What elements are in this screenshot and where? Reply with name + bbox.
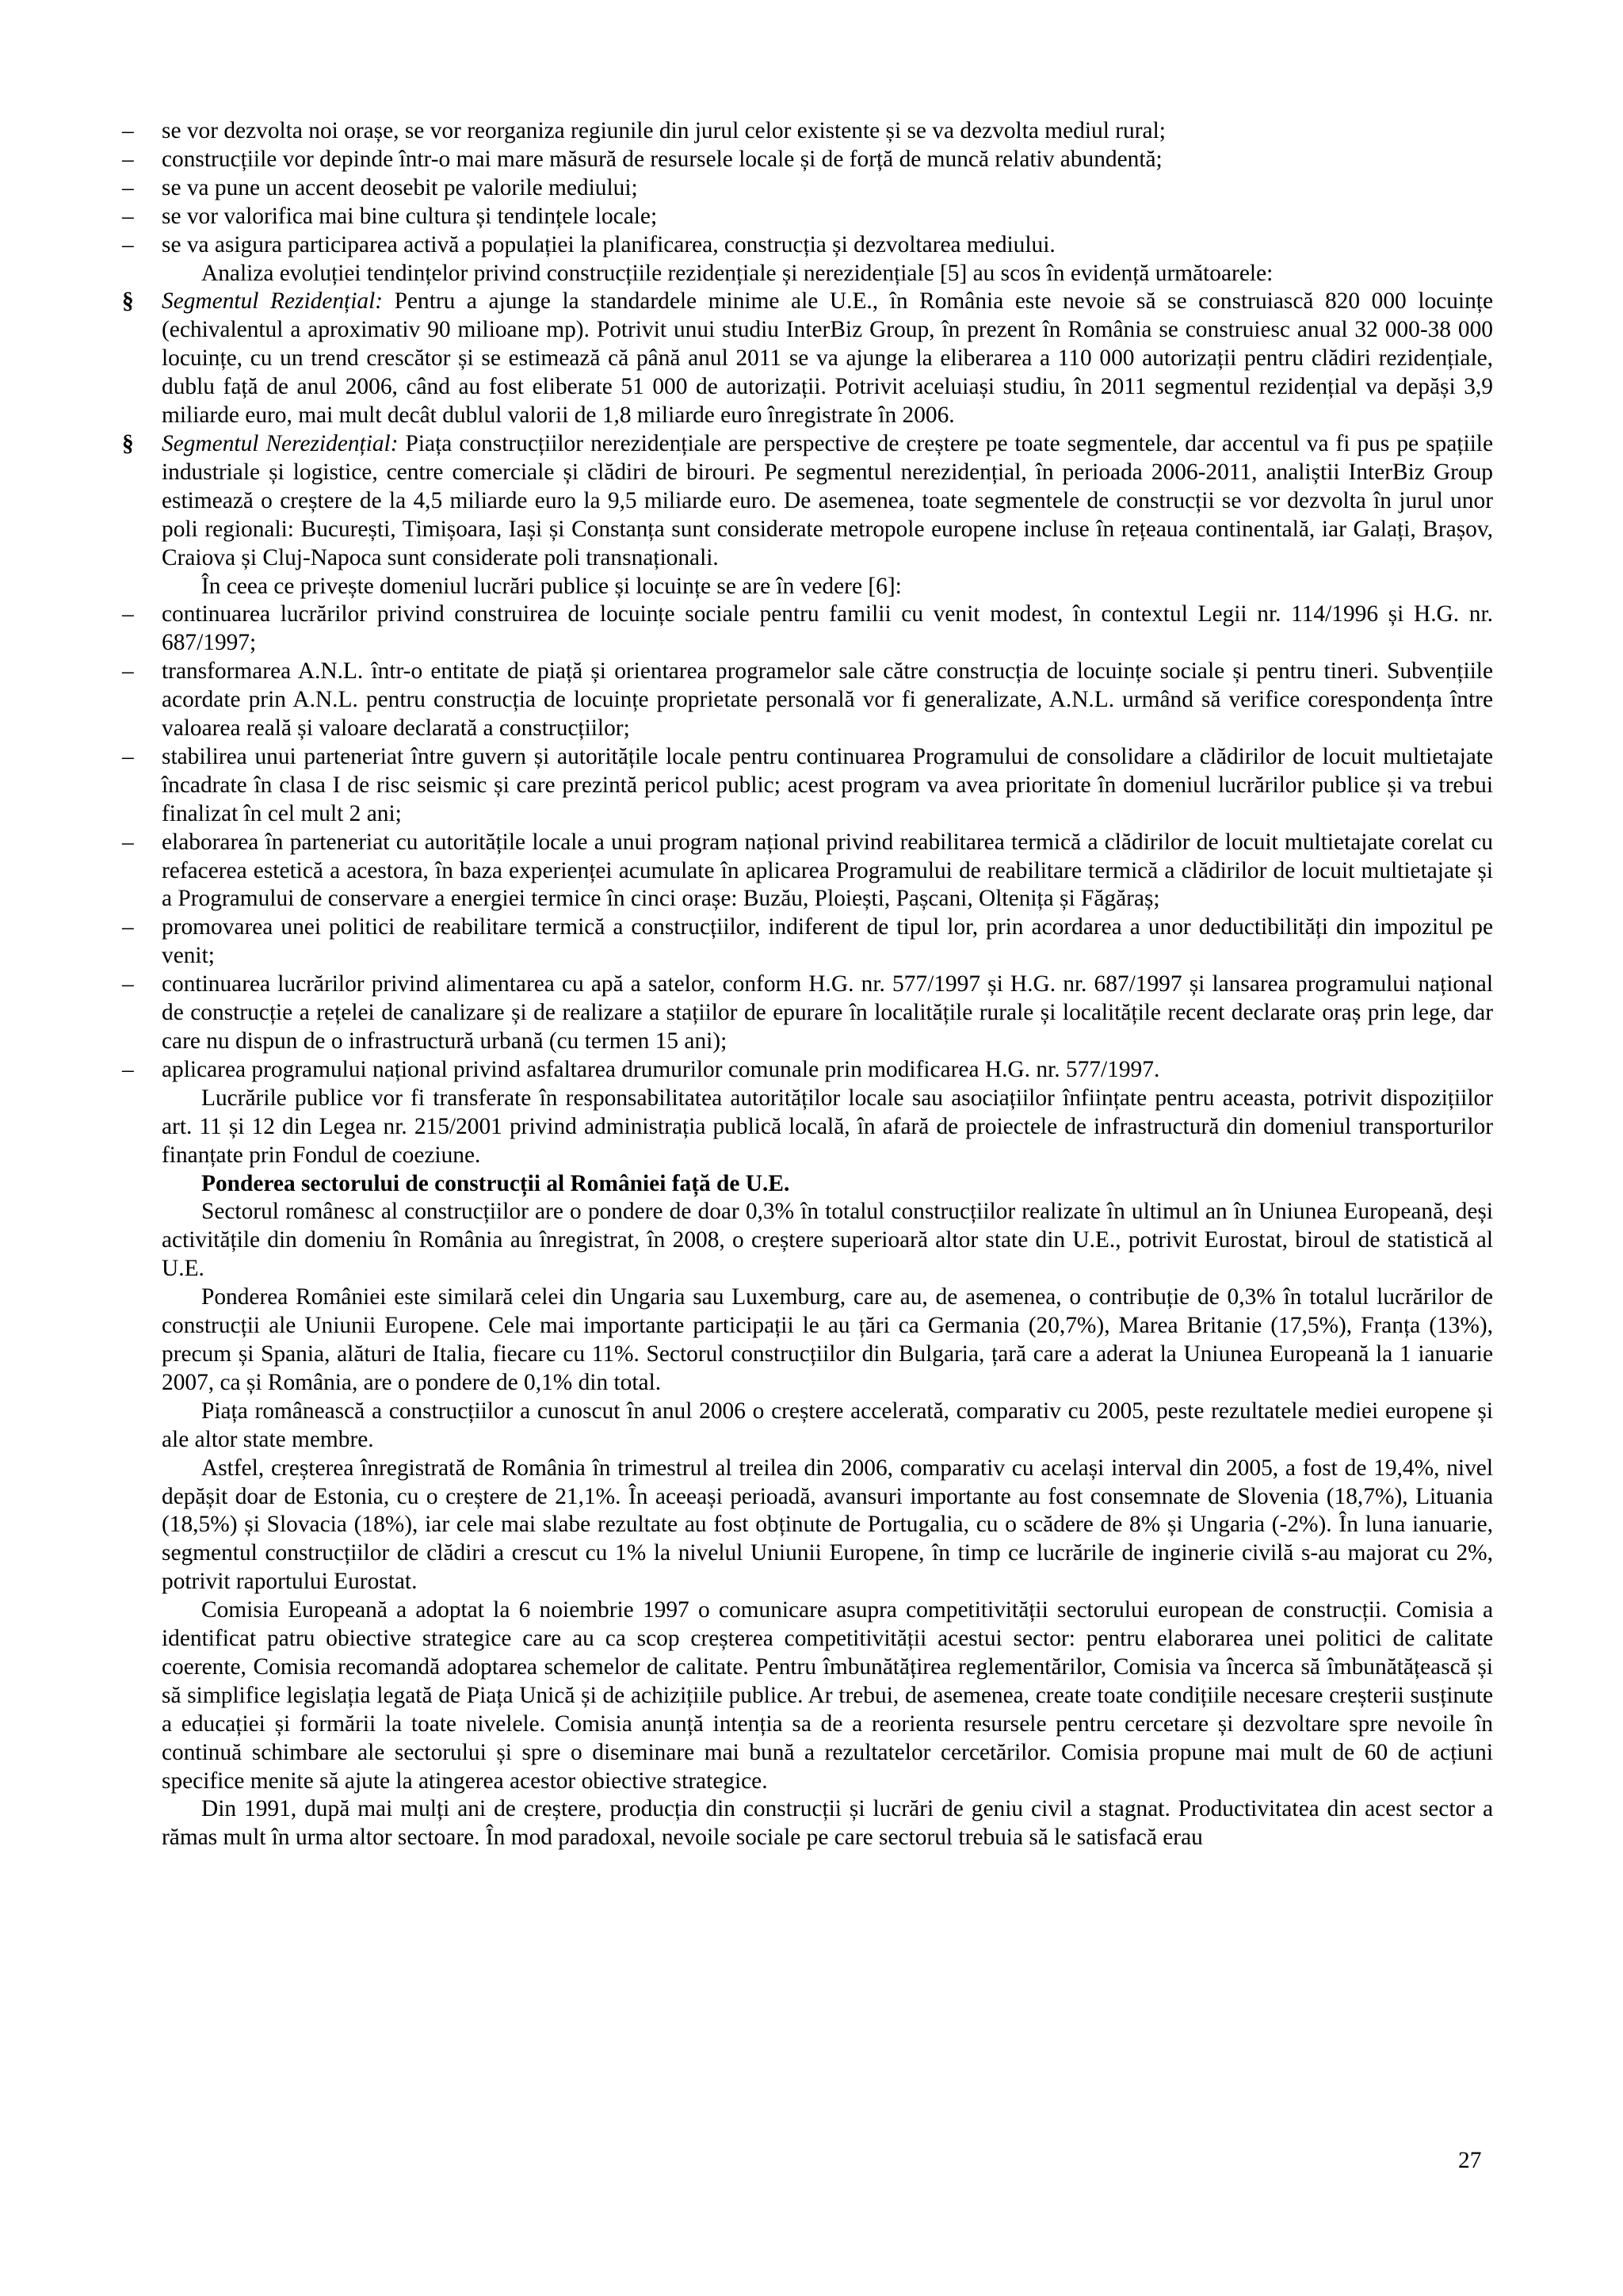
paragraph-analiza: Analiza evoluției tendințelor privind construcțiile rezidențiale și nerezidențiale [5] au scos în evidență următoarele:	[201, 260, 1274, 286]
list-item	[122, 913, 1493, 971]
list-item	[122, 601, 1493, 658]
page-number: 27	[1458, 2148, 1482, 2173]
dash-marker: –	[122, 231, 134, 257]
dash-marker: –	[122, 1056, 134, 1082]
dash-marker: –	[122, 601, 134, 627]
list-item-text: continuarea lucrărilor privind alimentarea cu apă a satelor, conform H.G. nr. 577/1997 și H.G. nr. 687/1997 și lansarea programului național de construcție a rețelei de canalizare și de realizare a stațiilor de epurare în localitățile rurale și localitățile recent declarate oraș prin lege, dar care nu dispun de o infrastructură urbană (cu termen 15 ani);	[162, 971, 1493, 1054]
list-item	[122, 971, 1493, 1056]
section-item-rezidential	[122, 288, 1493, 430]
list-item-text: stabilirea unui parteneriat între guvern și autoritățile locale pentru continuarea Programului de consolidare a clădirilor de locuit multietajate încadrate în clasa I de risc seismic și care prezintă pericol public; acest program va avea prioritate în domeniul lucrărilor publice și va trebui finalizat în cel mult 2 ani;	[162, 743, 1493, 826]
list-item-text: se va pune un accent deosebit pe valorile mediului;	[162, 174, 638, 200]
list-item-text: continuarea lucrărilor privind construirea de locuințe sociale pentru familii cu venit modest, în contextul Legii nr. 114/1996 și H.G. nr. 687/1997;	[162, 601, 1493, 656]
section-body	[162, 288, 1493, 430]
dash-marker: –	[122, 174, 134, 200]
dash-marker: –	[122, 914, 134, 940]
list-item	[122, 231, 1493, 260]
section-heading: Ponderea sectorului de construcții al României față de U.E.	[201, 1170, 790, 1196]
list-item	[122, 203, 1493, 231]
list-item-text: construcțiile vor depinde într-o mai mare măsură de resursele locale și de forță de muncă relativ abundentă;	[162, 146, 1163, 172]
list-item	[122, 1056, 1493, 1085]
dash-marker: –	[122, 743, 134, 769]
list-item-text: se va asigura participarea activă a populației la planificarea, construcția și dezvoltarea mediului.	[162, 231, 1056, 257]
list-item	[122, 174, 1493, 203]
section-text: Pentru a ajunge la standardele minime ale U.E., în România este nevoie să se construiască 820 000 locuințe (echivalentul a aproximativ 90 milioane mp). Potrivit unui studiu InterBiz Group, în prezent în România se construiesc anual 32 000-38 000 locuințe, cu un trend crescător și se estimează că până anul 2011 se va ajunge la eliberarea a 110 000 autorizații pentru clădiri rezidențiale, dublu față de anul 2006, când au fost eliberate 51 000 de autorizații. Potrivit aceluiași studiu, în 2011 segmentul rezidențial va depăși 3,9 miliarde euro, mai mult decât dublul valorii de 1,8 miliarde euro înregistrate în 2006.	[162, 288, 1493, 429]
dash-marker: –	[122, 146, 134, 172]
list-item-text: se vor dezvolta noi orașe, se vor reorganiza regiunile din jurul celor existente și se va dezvolta mediul rural;	[162, 118, 1166, 143]
paragraph: Piața românească a construcțiilor a cunoscut în anul 2006 o creștere accelerată, comparativ cu 2005, peste rezultatele mediei europene și ale altor state membre.	[162, 1398, 1493, 1452]
dash-marker: –	[122, 118, 134, 143]
dash-marker: –	[122, 829, 134, 855]
list-item-text: elaborarea în parteneriat cu autoritățile locale a unui program național privind reabilitarea termică a clădirilor de locuit multietajate corelat cu refacerea estetică a acestora, în baza experienței acumulate în aplicarea Programului de reabilitare termică a clădirilor de locuit multietajate și a Programului de conservare a energiei termice în cinci orașe: Buzău, Ploiești, Pașcani, Oltenița și Făgăraș;	[162, 829, 1493, 912]
paragraph: Astfel, creșterea înregistrată de România în trimestrul al treilea din 2006, comparativ cu același interval din 2005, a fost de 19,4%, nivel depășit doar de Estonia, cu o creștere de 21,1%. În aceeași perioadă, avansuri importante au fost consemnate de Slovenia (18,7%), Lituania (18,5%) și Slovacia (18%), iar cele mai slabe rezultate au fost obținute de Portugalia, cu o scădere de 8% și Ungaria (-2%). În luna ianuarie, segmentul construcțiilor de clădiri a crescut cu 1% la nivelul Uniunii Europene, în timp ce lucrările de inginerie civilă s-au majorat cu 2%, potrivit raportului Eurostat.	[162, 1455, 1493, 1595]
list-item-text: se vor valorifica mai bine cultura și tendințele locale;	[162, 203, 658, 229]
dash-marker: –	[122, 658, 134, 685]
dash-marker: –	[122, 203, 134, 229]
section-item-nerezidential	[122, 430, 1493, 573]
list-item-text: transformarea A.N.L. într-o entitate de piață și orientarea programelor sale către construcția de locuințe sociale și pentru tineri. Subvențiile acordate prin A.N.L. pentru construcția de locuințe proprietate personală vor fi generalizate, A.N.L. urmând să verifice corespondența între valoarea reală și valoare declarată a construcțiilor;	[162, 658, 1493, 742]
paragraph: Ponderea României este similară celei din Ungaria sau Luxemburg, care au, de asemenea, o contribuție de 0,3% în totalul lucrărilor de construcții ale Uniunii Europene. Cele mai importante participații le au țări ca Germania (20,7%), Marea Britanie (17,5%), Franța (13%), precum și Spania, alături de Italia, fiecare cu 11%. Sectorul construcțiilor din Bulgaria, țară care a aderat la Uniunea Europeană la 1 ianuarie 2007, ca și România, are o pondere de 0,1% din total.	[162, 1284, 1493, 1395]
paragraph: Sectorul românesc al construcțiilor are o pondere de doar 0,3% în totalul construcțiilor realizate în ultimul an în Uniunea Europeană, deși activitățile din domeniu în România au înregistrat, în 2008, o creștere superioară altor state din U.E., potrivit Eurostat, biroul de statistică al U.E.	[162, 1199, 1493, 1282]
list-item	[122, 658, 1493, 743]
paragraph: Din 1991, după mai mulți ani de creștere, producția din construcții și lucrări de geniu civil a stagnat. Productivitatea din acest sector a rămas mult în urma altor sectoare. În mod paradoxal, nevoile sociale pe care sectorul trebuia să le satisfacă erau	[162, 1796, 1493, 1851]
list-item	[122, 117, 1493, 146]
section-marker: §	[122, 288, 134, 315]
list-item-text: promovarea unei politici de reabilitare termică a construcțiilor, indiferent de tipul lor, prin acordarea a unor deductibilități din impozitul pe venit;	[162, 914, 1493, 969]
list-item	[122, 829, 1493, 914]
paragraph-lucrari: În ceea ce privește domeniul lucrări publice și locuințe se are în vedere [6]:	[201, 573, 902, 599]
section-title: Segmentul Rezidențial:	[162, 288, 384, 315]
section-body	[162, 430, 1493, 573]
paragraph-transfer: Lucrările publice vor fi transferate în responsabilitatea autorităților locale sau asociațiilor înființate pentru aceasta, potrivit dispozițiilor art. 11 și 12 din Legea nr. 215/2001 privind administrația publică locală, în afară de proiectele de infrastructură din domeniul transporturilor finanțate prin Fondul de coeziune.	[162, 1085, 1493, 1168]
paragraph: Comisia Europeană a adoptat la 6 noiembrie 1997 o comunicare asupra competitivității sectorului european de construcții. Comisia a identificat patru obiective strategice care au ca scop creșterea competitivității acestui sector: pentru elaborarea unei politici de calitate coerente, Comisia recomandă adoptarea schemelor de calitate. Pentru îmbunătățirea reglementărilor, Comisia va încerca să îmbunătățească și să simplifice legislația legată de Piața Unică și de achizițiile publice. Ar trebui, de asemenea, create toate condițiile necesare creșterii susținute a educației și formării la toate nivelele. Comisia anunță intenția sa de a reorienta resursele pentru cercetare și dezvoltare spre nevoile în continuă schimbare ale sectorului și spre o diseminare mai bună a rezultatelor cercetărilor. Comisia propune mai mult de 60 de acțiuni specifice menite să ajute la atingerea acestor obiective strategice.	[162, 1597, 1493, 1794]
dash-marker: –	[122, 971, 134, 997]
section-marker: §	[122, 430, 134, 456]
list-item	[122, 743, 1493, 829]
list-item	[122, 146, 1493, 174]
section-title: Segmentul Nerezidențial:	[162, 430, 399, 456]
section-text: Piața construcțiilor nerezidențiale are perspective de creștere pe toate segmentele, dar accentul va fi pus pe spațiile industriale și logistice, centre comerciale și clădiri de birouri. Pe segmentul nerezidențial, în perioada 2006-2011, analiștii InterBiz Group estimează o creștere de la 4,5 miliarde euro la 9,5 miliarde euro. De asemenea, toate segmentele de construcții se vor dezvolta în jurul unor poli regionali: București, Timișoara, Iași și Constanța sunt considerate metropole europene incluse în rețeaua continentală, iar Galați, Brașov, Craiova și Cluj-Napoca sunt considerate poli transnaționali.	[162, 430, 1493, 570]
list-item-text: aplicarea programului național privind asfaltarea drumurilor comunale prin modificarea H.G. nr. 577/1997.	[162, 1056, 1160, 1082]
